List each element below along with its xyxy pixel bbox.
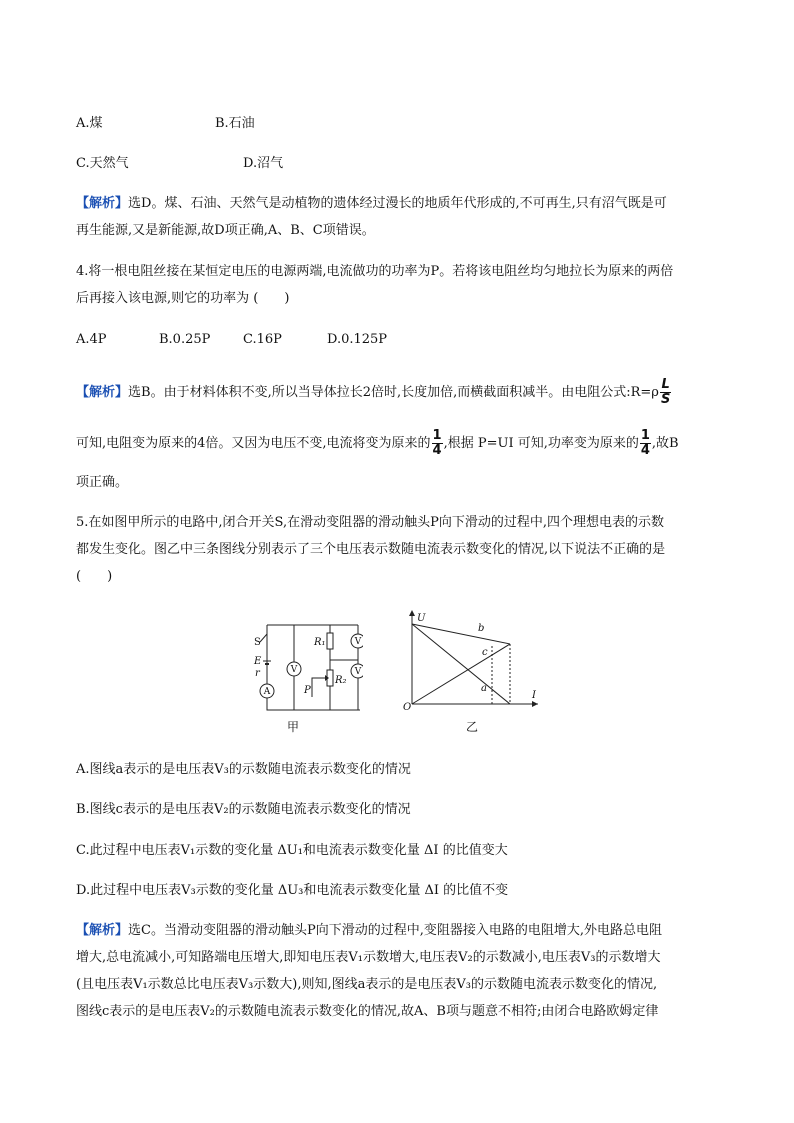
analysis-text: 可知,电阻变为原来的4倍。又因为电压不变,电流将变为原来的	[76, 436, 431, 451]
q5-option-c: C.此过程中电压表V₁示数的变化量 ΔU₁和电流表示数变化量 ΔI 的比值变大	[76, 843, 508, 858]
q5-analysis-line-3: (且电压表V₁示数总比电压表V₃示数大),则知,图线a表示的是电压表V₃的示数随电流表示数变化的情况,	[76, 977, 658, 992]
line-a-label: a	[481, 683, 487, 694]
switch-label: S	[254, 637, 261, 648]
fraction-numerator: L	[661, 377, 670, 392]
q5-analysis-line-4: 图线c表示的是电压表V₂的示数随电流表示数变化的情况,故A、B项与题意不相符;由闭合电路欧姆定律	[76, 1004, 659, 1019]
emf-label: E	[254, 656, 262, 667]
ammeter-symbol: A	[263, 687, 271, 697]
q3-option-c: C.天然气	[76, 156, 129, 171]
q3-option-d: D.沼气	[243, 156, 284, 171]
axis-i-label: I	[532, 690, 536, 701]
axis-u-label: U	[417, 613, 426, 624]
voltmeter-symbol: V	[354, 667, 362, 677]
q5-stem-line-2: 都发生变化。图乙中三条图线分别表示了三个电压表示数随电流表示数变化的情况,以下说法不正确的是	[76, 542, 666, 557]
analysis-tag: 【解析】	[76, 385, 129, 400]
q3-option-b: B.石油	[215, 116, 255, 131]
analysis-text: 选C。当滑动变阻器的滑动触头P向下滑动的过程中,变阻器接入电路的电阻增大,外电路总电阻	[128, 923, 662, 938]
q5-analysis-line-1	[76, 922, 662, 940]
figure-caption-yi: 乙	[466, 720, 479, 734]
analysis-tag: 【解析】	[76, 196, 129, 211]
fraction-l-over-s	[660, 378, 671, 407]
fraction-numerator: 1	[432, 428, 442, 443]
q5-stem-line-3: ( )	[76, 569, 113, 584]
q4-option-c: C.16P	[243, 332, 282, 347]
q4-stem-line-2: 后再接入该电源,则它的功率为 ( )	[76, 291, 290, 306]
slider-p-label: P	[304, 685, 311, 696]
origin-label: O	[403, 702, 412, 710]
fraction-denominator: 4	[640, 443, 650, 458]
q4-option-a: A.4P	[76, 332, 107, 347]
q5-option-b: B.图线c表示的是电压表V₂的示数随电流表示数变化的情况	[76, 802, 411, 817]
q4-option-b: B.0.25P	[159, 332, 211, 347]
r1-label: R₁	[314, 637, 326, 648]
q5-analysis-line-2: 增大,总电流减小,可知路端电压增大,即知电压表V₁示数增大,电压表V₂的示数减小,电压表V₃的示数增大	[76, 950, 661, 965]
fraction-numerator: 1	[640, 428, 650, 443]
voltmeter-symbol: V	[354, 637, 362, 647]
figure-caption-jia: 甲	[287, 720, 300, 734]
q4-stem-line-1: 4.将一根电阻丝接在某恒定电压的电源两端,电流做功的功率为P。若将该电阻丝均匀地拉长为原来的两倍	[76, 264, 674, 279]
q3-analysis-line-1	[76, 195, 667, 213]
analysis-text: 选D。煤、石油、天然气是动植物的遗体经过漫长的地质年代形成的,不可再生,只有沼气既是可	[128, 196, 667, 211]
analysis-tag: 【解析】	[76, 923, 129, 938]
voltmeter-symbol: V	[290, 665, 298, 675]
line-b-label: b	[478, 623, 485, 634]
r2-label: R₂	[335, 675, 347, 686]
q4-analysis-line-3: 项正确。	[76, 475, 129, 490]
analysis-text: ,故B	[651, 436, 679, 451]
q4-analysis-line-1	[76, 375, 672, 411]
fraction-denominator: S	[660, 392, 671, 407]
q5-stem-line-1: 5.在如图甲所示的电路中,闭合开关S,在滑动变阻器的滑动触头P向下滑动的过程中,四个理想电表的示数	[76, 515, 664, 530]
q5-option-a: A.图线a表示的是电压表V₃的示数随电流表示数变化的情况	[76, 762, 411, 777]
q5-option-d: D.此过程中电压表V₃示数的变化量 ΔU₃和电流表示数变化量 ΔI 的比值不变	[76, 883, 509, 898]
q3-option-a: A.煤	[76, 116, 103, 131]
internal-resistance-label: r	[255, 668, 260, 679]
u-i-graph	[400, 610, 540, 710]
circuit-diagram	[238, 612, 363, 722]
q3-analysis-line-2: 再生能源,又是新能源,故D项正确,A、B、C项错误。	[76, 223, 375, 238]
line-c-label: c	[482, 647, 488, 658]
fraction-one-quarter	[640, 429, 651, 458]
q4-option-d: D.0.125P	[327, 332, 388, 347]
fraction-denominator: 4	[432, 443, 442, 458]
fraction-one-quarter	[432, 429, 443, 458]
analysis-text: ,根据 P=UI 可知,功率变为原来的	[443, 436, 639, 451]
q4-analysis-line-2	[76, 424, 679, 464]
analysis-text: 选B。由于材料体积不变,所以当导体拉长2倍时,长度加倍,而横截面积减半。由电阻公式:R=ρ	[128, 385, 659, 400]
